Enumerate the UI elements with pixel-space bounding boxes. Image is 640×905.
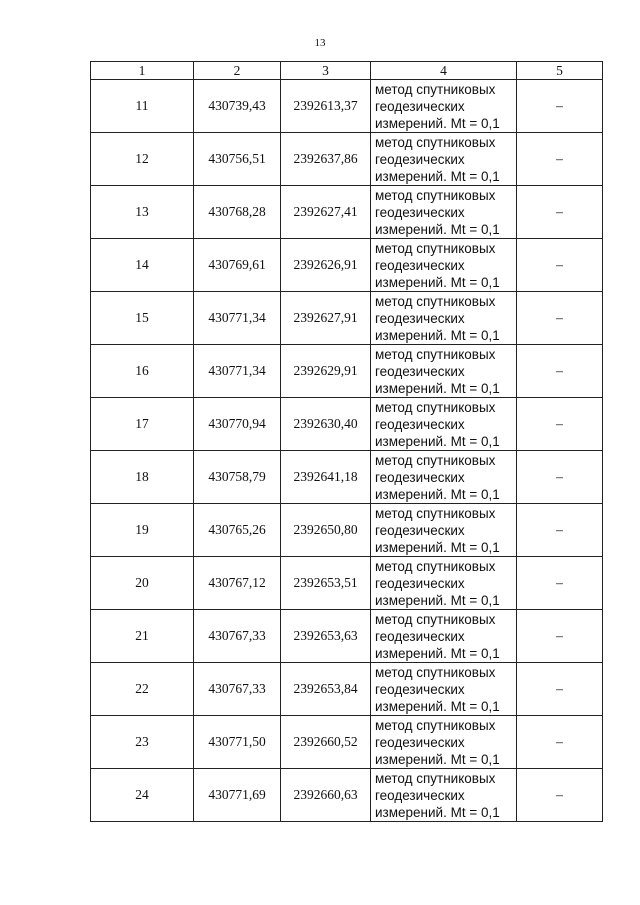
x-coordinate-cell: 430771,34 bbox=[194, 292, 281, 345]
method-line: метод спутниковых bbox=[375, 770, 496, 786]
method-cell bbox=[371, 80, 517, 133]
x-coordinate-cell: 430739,43 bbox=[194, 80, 281, 133]
method-line: измерений. Mt = 0,1 bbox=[375, 115, 500, 131]
y-coordinate-cell: 2392613,37 bbox=[281, 80, 371, 133]
method-line: измерений. Mt = 0,1 bbox=[375, 804, 500, 820]
point-number-cell: 13 bbox=[91, 186, 194, 239]
note-cell: – bbox=[517, 398, 603, 451]
x-coordinate-cell: 430767,33 bbox=[194, 610, 281, 663]
x-coordinate-cell: 430771,50 bbox=[194, 716, 281, 769]
table-row bbox=[91, 610, 603, 663]
method-line: измерений. Mt = 0,1 bbox=[375, 168, 500, 184]
x-coordinate-cell: 430771,34 bbox=[194, 345, 281, 398]
method-line: геодезических bbox=[375, 204, 465, 220]
y-coordinate-cell: 2392629,91 bbox=[281, 345, 371, 398]
method-line: геодезических bbox=[375, 787, 465, 803]
method-line: измерений. Mt = 0,1 bbox=[375, 327, 500, 343]
point-number-cell: 12 bbox=[91, 133, 194, 186]
method-line: измерений. Mt = 0,1 bbox=[375, 698, 500, 714]
method-line: метод спутниковых bbox=[375, 399, 496, 415]
x-coordinate-cell: 430769,61 bbox=[194, 239, 281, 292]
method-cell bbox=[371, 292, 517, 345]
method-line: геодезических bbox=[375, 681, 465, 697]
method-line: метод спутниковых bbox=[375, 505, 496, 521]
table-row bbox=[91, 133, 603, 186]
method-line: метод спутниковых bbox=[375, 81, 496, 97]
method-cell bbox=[371, 663, 517, 716]
point-number-cell: 18 bbox=[91, 451, 194, 504]
point-number-cell: 16 bbox=[91, 345, 194, 398]
note-cell: – bbox=[517, 504, 603, 557]
method-line: измерений. Mt = 0,1 bbox=[375, 751, 500, 767]
method-line: метод спутниковых bbox=[375, 611, 496, 627]
table-row bbox=[91, 292, 603, 345]
method-line: метод спутниковых bbox=[375, 717, 496, 733]
point-number-cell: 21 bbox=[91, 610, 194, 663]
x-coordinate-cell: 430771,69 bbox=[194, 769, 281, 822]
method-line: измерений. Mt = 0,1 bbox=[375, 645, 500, 661]
x-coordinate-cell: 430770,94 bbox=[194, 398, 281, 451]
table-row bbox=[91, 504, 603, 557]
y-coordinate-cell: 2392653,84 bbox=[281, 663, 371, 716]
method-line: метод спутниковых bbox=[375, 664, 496, 680]
x-coordinate-cell: 430767,12 bbox=[194, 557, 281, 610]
method-line: геодезических bbox=[375, 469, 465, 485]
point-number-cell: 23 bbox=[91, 716, 194, 769]
y-coordinate-cell: 2392660,52 bbox=[281, 716, 371, 769]
table-row bbox=[91, 80, 603, 133]
y-coordinate-cell: 2392653,63 bbox=[281, 610, 371, 663]
table-row bbox=[91, 769, 603, 822]
method-line: геодезических bbox=[375, 310, 465, 326]
method-cell bbox=[371, 186, 517, 239]
y-coordinate-cell: 2392626,91 bbox=[281, 239, 371, 292]
method-cell bbox=[371, 557, 517, 610]
method-line: измерений. Mt = 0,1 bbox=[375, 221, 500, 237]
y-coordinate-cell: 2392650,80 bbox=[281, 504, 371, 557]
method-line: измерений. Mt = 0,1 bbox=[375, 433, 500, 449]
y-coordinate-cell: 2392641,18 bbox=[281, 451, 371, 504]
method-line: метод спутниковых bbox=[375, 293, 496, 309]
method-line: метод спутниковых bbox=[375, 134, 496, 150]
point-number-cell: 11 bbox=[91, 80, 194, 133]
table-row bbox=[91, 345, 603, 398]
y-coordinate-cell: 2392627,91 bbox=[281, 292, 371, 345]
method-line: геодезических bbox=[375, 363, 465, 379]
header-cell: 3 bbox=[281, 62, 371, 80]
method-cell bbox=[371, 398, 517, 451]
method-line: геодезических bbox=[375, 257, 465, 273]
x-coordinate-cell: 430758,79 bbox=[194, 451, 281, 504]
y-coordinate-cell: 2392637,86 bbox=[281, 133, 371, 186]
header-cell: 2 bbox=[194, 62, 281, 80]
x-coordinate-cell: 430768,28 bbox=[194, 186, 281, 239]
point-number-cell: 14 bbox=[91, 239, 194, 292]
point-number-cell: 17 bbox=[91, 398, 194, 451]
point-number-cell: 24 bbox=[91, 769, 194, 822]
header-cell: 5 bbox=[517, 62, 603, 80]
note-cell: – bbox=[517, 557, 603, 610]
method-line: метод спутниковых bbox=[375, 452, 496, 468]
point-number-cell: 20 bbox=[91, 557, 194, 610]
note-cell: – bbox=[517, 769, 603, 822]
method-cell bbox=[371, 504, 517, 557]
coordinates-table bbox=[90, 61, 603, 822]
method-line: метод спутниковых bbox=[375, 346, 496, 362]
method-line: измерений. Mt = 0,1 bbox=[375, 592, 500, 608]
table-row bbox=[91, 716, 603, 769]
method-line: геодезических bbox=[375, 416, 465, 432]
method-line: измерений. Mt = 0,1 bbox=[375, 486, 500, 502]
y-coordinate-cell: 2392627,41 bbox=[281, 186, 371, 239]
method-line: геодезических bbox=[375, 151, 465, 167]
x-coordinate-cell: 430765,26 bbox=[194, 504, 281, 557]
method-cell bbox=[371, 716, 517, 769]
note-cell: – bbox=[517, 451, 603, 504]
table-row bbox=[91, 398, 603, 451]
note-cell: – bbox=[517, 292, 603, 345]
method-cell bbox=[371, 239, 517, 292]
note-cell: – bbox=[517, 345, 603, 398]
header-cell: 1 bbox=[91, 62, 194, 80]
method-line: измерений. Mt = 0,1 bbox=[375, 539, 500, 555]
header-cell: 4 bbox=[371, 62, 517, 80]
point-number-cell: 15 bbox=[91, 292, 194, 345]
y-coordinate-cell: 2392630,40 bbox=[281, 398, 371, 451]
x-coordinate-cell: 430756,51 bbox=[194, 133, 281, 186]
method-cell bbox=[371, 133, 517, 186]
y-coordinate-cell: 2392660,63 bbox=[281, 769, 371, 822]
method-cell bbox=[371, 769, 517, 822]
note-cell: – bbox=[517, 610, 603, 663]
point-number-cell: 22 bbox=[91, 663, 194, 716]
method-line: геодезических bbox=[375, 522, 465, 538]
table-row bbox=[91, 663, 603, 716]
note-cell: – bbox=[517, 663, 603, 716]
table-row bbox=[91, 239, 603, 292]
note-cell: – bbox=[517, 186, 603, 239]
method-line: измерений. Mt = 0,1 bbox=[375, 274, 500, 290]
y-coordinate-cell: 2392653,51 bbox=[281, 557, 371, 610]
table-row bbox=[91, 186, 603, 239]
table-row bbox=[91, 451, 603, 504]
note-cell: – bbox=[517, 239, 603, 292]
method-line: метод спутниковых bbox=[375, 240, 496, 256]
method-cell bbox=[371, 610, 517, 663]
page-number: 13 bbox=[314, 37, 326, 49]
method-line: геодезических bbox=[375, 734, 465, 750]
table-header-row bbox=[91, 62, 603, 80]
method-cell bbox=[371, 451, 517, 504]
method-cell bbox=[371, 345, 517, 398]
table-row bbox=[91, 557, 603, 610]
method-line: геодезических bbox=[375, 575, 465, 591]
x-coordinate-cell: 430767,33 bbox=[194, 663, 281, 716]
note-cell: – bbox=[517, 80, 603, 133]
method-line: метод спутниковых bbox=[375, 187, 496, 203]
method-line: измерений. Mt = 0,1 bbox=[375, 380, 500, 396]
method-line: геодезических bbox=[375, 628, 465, 644]
method-line: метод спутниковых bbox=[375, 558, 496, 574]
method-line: геодезических bbox=[375, 98, 465, 114]
point-number-cell: 19 bbox=[91, 504, 194, 557]
note-cell: – bbox=[517, 133, 603, 186]
note-cell: – bbox=[517, 716, 603, 769]
